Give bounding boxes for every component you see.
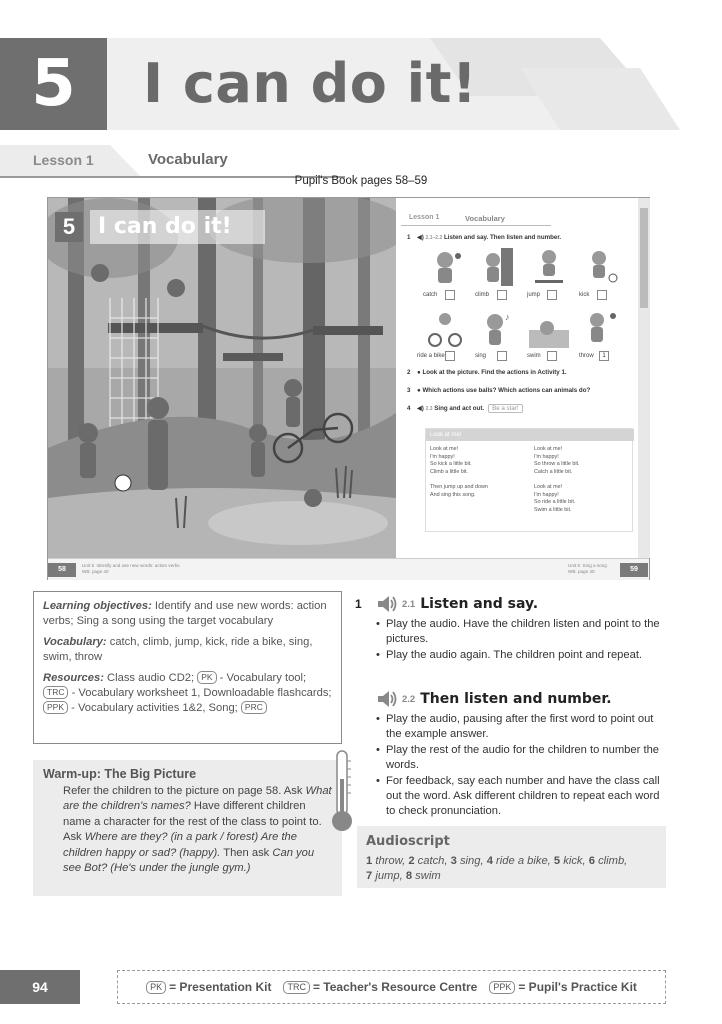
instruction-item: • Play the audio. Have the children listen and point to the pictures.: [376, 617, 670, 648]
activity-number: 1: [355, 597, 362, 611]
spread-activity-2-text: Look at the picture. Find the actions in Activity 1.: [422, 369, 567, 376]
audio-instruction: Then listen and number.: [420, 691, 612, 707]
spread-activity-4: [407, 404, 523, 413]
warm-up-box: [33, 760, 342, 896]
learning-objectives: [43, 599, 332, 630]
audioscript-number: 7: [366, 870, 373, 882]
audioscript-word: catch,: [414, 855, 451, 867]
audioscript-number: 3: [450, 855, 457, 867]
song-box: [425, 428, 633, 532]
ppk-badge: PPK: [43, 701, 68, 714]
example-answer-box: 1: [599, 351, 609, 361]
audioscript-number: 4: [486, 855, 493, 867]
spread-activity-4-text: Sing and act out.: [434, 405, 485, 412]
warm-up-question: Can you see Bot? (He's under the jungle gym.): [63, 846, 315, 875]
warm-up-question: What are the children's names?: [63, 785, 332, 813]
spread-activity-1: [407, 234, 561, 241]
objectives-box: [33, 591, 342, 744]
audioscript-word: ride a bike,: [492, 855, 554, 867]
spread-activity-1-text: Listen and say. Then listen and number.: [443, 234, 562, 241]
instruction-list: [376, 617, 670, 663]
warm-up-text: [43, 784, 332, 876]
spread-activity-4-number: 4: [407, 405, 411, 412]
spread-activity-3-number: 3: [407, 387, 411, 394]
vocabulary-key: Vocabulary:: [43, 635, 107, 648]
spread-activity-3: [407, 387, 590, 394]
audioscript-number: 6: [588, 855, 595, 867]
jump-picture: [529, 248, 569, 286]
instruction-item: • Play the rest of the audio for the children to number the words.: [376, 743, 670, 774]
resources: [43, 671, 332, 717]
audio-listen-and-number: [376, 690, 612, 708]
pupils-book-pages: Pupil's Book pages 58–59: [294, 175, 428, 187]
legend-box: [117, 970, 666, 1004]
legend-text: = Teacher's Resource Centre: [312, 980, 478, 994]
spread-activity-1-number: 1: [407, 234, 411, 241]
audioscript-word: sing,: [456, 855, 487, 867]
warm-up-sentence: Have different children name a character for the rest of the class to point to. Ask: [63, 800, 322, 844]
audioscript-word: swim: [412, 870, 441, 882]
spread-lesson-underline: [401, 225, 551, 226]
song-verse-2: Look at me! I'm happy! So throw a little bit. Catch a little bit. Look at me! I'm happy! So ride a little bit. Swim a little bit.: [534, 446, 580, 513]
pk-badge: PK: [146, 981, 166, 994]
legend-item-pk: [146, 980, 271, 994]
spread-side-strip-thumb: [640, 208, 648, 308]
resources-text: Class audio CD2;: [107, 671, 195, 684]
page-number: 94: [0, 970, 80, 1004]
spread-left-note: Unit 5 Identify and use new words: action verbs WB: page 40: [82, 563, 180, 574]
resources-text: - Vocabulary worksheet 1, Downloadable flashcards;: [71, 687, 332, 700]
audio-instruction: Listen and say.: [420, 596, 539, 612]
answer-box: [497, 290, 507, 300]
audioscript-word: throw,: [372, 855, 409, 867]
audioscript-title: Audioscript: [366, 834, 450, 849]
lesson-topic: Vocabulary: [148, 151, 228, 168]
forest-illustration: [48, 198, 396, 558]
resources-text: - Vocabulary tool;: [219, 671, 307, 684]
vocabulary-text: catch, climb, jump, kick, ride a bike, sing, swim, throw: [43, 635, 313, 664]
spread-activity-1-track: 2.1–2.2: [425, 235, 443, 241]
resources-text: - Vocabulary activities 1&2, Song;: [71, 702, 238, 715]
legend-item-trc: [283, 980, 477, 994]
audioscript-word: climb,: [594, 855, 628, 867]
warm-up-sentence: Refer the children to the picture on page 58. Ask: [63, 785, 306, 797]
audioscript-number: 8: [405, 870, 413, 882]
spread-unit-number: 5: [55, 212, 83, 242]
spread-lesson-topic: Vocabulary: [465, 214, 505, 223]
warm-up-question: Where are they? (in a park / forest) Are the children happy or sad? (happy).: [63, 831, 298, 859]
song-verse-1: Look at me! I'm happy! So kick a little bit. Climb a little bit. Then jump up and down And sing this song.: [430, 446, 488, 498]
warm-up-sentence: Then ask: [220, 846, 273, 859]
legend-text: = Pupil's Practice Kit: [518, 980, 637, 994]
spread-lesson-label: Lesson 1: [409, 214, 440, 221]
instruction-list: [376, 712, 670, 820]
resources-key: Resources:: [43, 671, 104, 684]
kick-picture: [581, 248, 621, 286]
speaker-icon: [376, 690, 398, 708]
audioscript-word: kick,: [560, 855, 589, 867]
answer-box: [445, 351, 455, 361]
spread-activity-2: [407, 369, 567, 376]
picture-label: jump: [527, 292, 541, 298]
spread-right-note: Unit 5 Sing a song WB: page 40: [568, 563, 607, 574]
picture-label: kick: [579, 292, 590, 298]
learning-objectives-key: Learning objectives:: [43, 600, 152, 612]
trc-badge: TRC: [283, 981, 310, 994]
audio-listen-and-say: [376, 595, 538, 613]
picture-label: swim: [527, 353, 541, 359]
spread-left-page-number: 58: [48, 563, 76, 577]
instruction-item: • Play the audio again. The children point and repeat.: [376, 648, 670, 663]
audioscript-box: [357, 826, 666, 888]
answer-box: [497, 351, 507, 361]
speech-bubble-icon: ●: [417, 369, 423, 376]
audioscript-number: 1: [366, 855, 373, 867]
spread-footer: [48, 558, 649, 580]
be-a-star-badge: Be a star!: [488, 404, 522, 413]
answer-box: [445, 290, 455, 300]
pk-badge: PK: [197, 671, 216, 684]
song-title: Look at me!: [426, 429, 634, 441]
answer-box: [597, 290, 607, 300]
audioscript-number: 5: [553, 855, 561, 867]
trc-badge: TRC: [43, 686, 68, 699]
picture-label: ride a bike: [417, 353, 445, 359]
spread-right-page-number: 59: [620, 563, 648, 577]
instruction-item: • For feedback, say each number and have the class call out the word. Ask different children to repeat each word to check pronunciation.: [376, 774, 670, 820]
vocabulary: [43, 635, 332, 666]
picture-label: throw: [579, 353, 594, 359]
book-spread-image: [47, 197, 650, 580]
lesson-label: Lesson 1: [33, 152, 94, 168]
speech-bubble-icon: ●: [417, 387, 423, 394]
speaker-icon: ◀): [417, 234, 424, 241]
warm-up-title: Warm-up: The Big Picture: [43, 767, 197, 781]
instruction-item: • Play the audio, pausing after the first word to point out the example answer.: [376, 712, 670, 743]
sing-picture: [477, 310, 517, 348]
audioscript-text: [366, 854, 657, 884]
spread-activity-4-track: 2.3: [425, 406, 433, 412]
speaker-icon: [376, 595, 398, 613]
answer-box: [547, 351, 557, 361]
spread-activity-2-number: 2: [407, 369, 411, 376]
audio-track-number: 2.2: [402, 693, 416, 705]
thermometer-icon: [329, 749, 355, 833]
unit-number: 5: [31, 47, 76, 121]
climb-picture: [477, 248, 517, 286]
spread-activity-3-text: Which actions use balls? Which actions can animals do?: [422, 387, 591, 394]
speaker-icon: ◀): [417, 405, 424, 412]
picture-label: sing: [475, 353, 487, 359]
catch-picture: [425, 248, 465, 286]
audioscript-word: jump,: [372, 870, 406, 882]
throw-picture: [581, 310, 621, 348]
spread-right-page: [401, 206, 641, 558]
learning-objectives-text: Identify and use new words: action verbs; Sing a song using the target vocabulary: [43, 600, 327, 628]
audioscript-number: 2: [408, 855, 415, 867]
ppk-badge: PPK: [489, 981, 515, 994]
svg-text:♪: ♪: [505, 312, 510, 322]
legend-text: = Presentation Kit: [169, 980, 272, 994]
picture-label: catch: [423, 292, 438, 298]
ride-a-bike-picture: [425, 310, 465, 348]
prc-badge: PRC: [241, 701, 267, 714]
unit-title: I can do it!: [143, 52, 478, 115]
swim-picture: [529, 310, 569, 348]
legend-item-ppk: [489, 980, 637, 994]
audio-track-number: 2.1: [402, 598, 416, 610]
spread-side-strip: [638, 198, 650, 558]
answer-box: [547, 290, 557, 300]
picture-label: climb: [475, 292, 490, 298]
spread-unit-title: I can do it!: [90, 210, 265, 244]
